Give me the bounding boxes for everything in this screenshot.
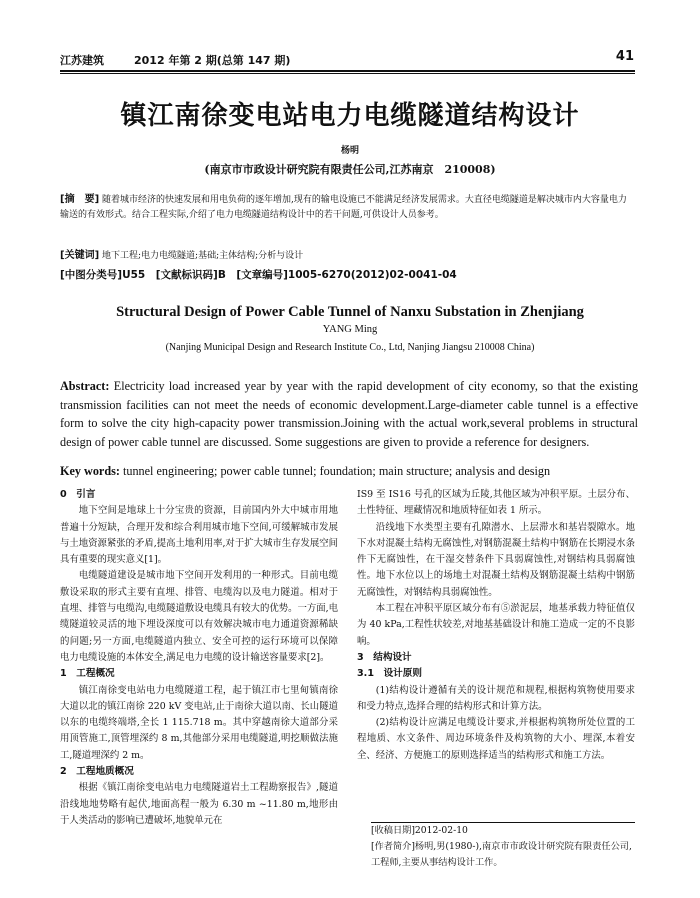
affiliation-cn: (南京市市政设计研究院有限责任公司,江苏南京 210008) (204, 163, 496, 176)
abstract-cn-label: [摘 要] (60, 194, 100, 205)
body-right-column (357, 487, 635, 764)
header-rule-thin (60, 73, 635, 74)
article-footnote (371, 822, 635, 871)
paragraph: (2)结构设计应满足电缆设计要求,并根据构筑物所处位置的工程地质、水文条件、周边环境条件及构筑物的大小、埋深,本着安全、经济、方便施工的原则选择适当的结构形式和施工方法。 (357, 717, 635, 761)
keywords-en-label: Key words: (60, 464, 120, 478)
title-en: Structural Design of Power Cable Tunnel of Nanxu Substation in Zhenjiang (116, 304, 584, 320)
paragraph: (1)结构设计遵循有关的设计规范和规程,根据构筑物使用要求和受力特点,选择合理的结构形式和计算方法。 (357, 684, 635, 712)
keywords-cn-label: [关键词] (60, 250, 100, 261)
classification-line: [中图分类号]U55 [文献标识码]B [文章编号]1005-6270(2012)02-0041-04 (60, 269, 457, 281)
paragraph-continued: IS9 至 IS16 号孔的区域为丘陵,其他区域为冲积平原。土层分布、土性特征、埋藏情况和地质特征如表 1 所示。 (357, 489, 635, 517)
section-0-heading: 0 引言 (60, 489, 96, 500)
received-date: [收稿日期]2012-02-10 (371, 825, 468, 836)
keywords-en-text: tunnel engineering; power cable tunnel; foundation; main structure; analysis and design (122, 464, 551, 478)
author-en: YANG Ming (322, 324, 378, 335)
abstract-cn-text: 随着城市经济的快速发展和用电负荷的逐年增加,现有的输电设施已不能满足经济发展需求。大直径电缆隧道是解决城市内大容量电力输送的有效形式。结合工程实际,介绍了电力电缆隧道结构设计中的若干问题,可供设计人员参考。 (60, 195, 627, 220)
author-bio: [作者简介]杨明,男(1980-),南京市市政设计研究院有限责任公司,工程师,主要从事结构设计工作。 (371, 841, 632, 868)
abstract-en-text: Electricity load increased year by year with the rapid development of city economy, so that the existing transmission facilities can not meet the needs of economic development.Large-diameter cable tunnel is a effective form to solve the city high-capacity power transmission.Joining with the actual work,several problems in structural design of power cable tunnel are discussed. Some suggestions are given to provide a reference for designers. (60, 379, 638, 449)
abstract-en (60, 377, 638, 451)
affiliation-en: (Nanjing Municipal Design and Research Institute Co., Ltd, Nanjing Jiangsu 210008 China) (165, 342, 535, 353)
abstract-cn (60, 193, 635, 222)
paragraph: 沿线地下水类型主要有孔隙潜水、上层滞水和基岩裂隙水。地下水对混凝土结构无腐蚀性,对钢筋混凝土结构中钢筋在长期浸水条件下无腐蚀性，在干湿交替条件下具弱腐蚀性,对钢结构具弱腐蚀性。地下水位以上的场地土对混凝土结构及钢筋混凝土结构中钢筋无腐蚀性，对钢结构具弱腐蚀性。 (357, 521, 635, 598)
paragraph: 根据《镇江南徐变电站电力电缆隧道岩土工程勘察报告》,隧道沿线地地势略有起伏,地面高程一般为 6.30 m ~11.80 m,地形由于人类活动的影响已遭破坏,地貌单元在 (60, 782, 338, 826)
journal-name: 江苏建筑 (60, 54, 104, 67)
section-1-heading: 1 工程概况 (60, 668, 115, 680)
paragraph: 本工程在冲积平原区域分布有⑤淤泥层，地基承载力特征值仅为 40 kPa,工程性状较差,对地基基础设计和施工造成一定的不良影响。 (357, 603, 635, 647)
keywords-cn (60, 249, 635, 264)
issue-info: 2012 年第 2 期(总第 147 期) (134, 54, 291, 67)
body-left-column (60, 487, 338, 829)
section-3-1-heading: 3.1 设计原则 (357, 668, 422, 680)
title-cn: 镇江南徐变电站电力电缆隧道结构设计 (120, 101, 580, 131)
header-rule (60, 70, 635, 72)
keywords-cn-text: 地下工程;电力电缆隧道;基础;主体结构;分析与设计 (102, 251, 304, 261)
abstract-en-label: Abstract: (60, 379, 110, 393)
paragraph: 电缆隧道建设是城市地下空间开发利用的一种形式。目前电缆敷设采取的形式主要有直埋、排管、电缆沟以及电力隧道。相对于直埋、排管与电缆沟,电缆隧道敷设电缆具有较大的优势。一方面,电缆隧道较灵活的地下埋设深度可以有效解决城市电力通道资源稀缺的问题;另一方面,电缆隧道内独立、安全可控的运行环境可以保障电力电缆设施的本体安全,满足电力电缆的设计输送容量要求[2]。 (60, 570, 338, 663)
section-2-heading: 2 工程地质概况 (60, 766, 134, 778)
page-number: 41 (615, 49, 634, 64)
keywords-en (60, 462, 638, 481)
paragraph: 地下空间是地球上十分宝贵的资源，目前国内外大中城市用地普遍十分短缺，合理开发和综合利用城市地下空间,可缓解城市发展与土地资源紧张的矛盾,提高土地利用率,对于扩大城市生存发展空间具有重要的现实意义[1]。 (60, 505, 338, 566)
paragraph: 镇江南徐变电站电力电缆隧道工程，起于镇江市七里甸镇南徐大道以北的镇江南徐 220 kV 变电站,止于南徐大道以南、长山隧道以东的电缆终端塔,全长 1 115.718 m。其中穿越南徐大道部分采用顶管施工,顶管埋深约 8 m,其他部分采用电缆隧道,明挖顺做法施工,隧道埋深约 2 m。 (60, 684, 338, 761)
author-cn: 杨明 (340, 146, 359, 156)
section-3-heading: 3 结构设计 (357, 651, 412, 663)
